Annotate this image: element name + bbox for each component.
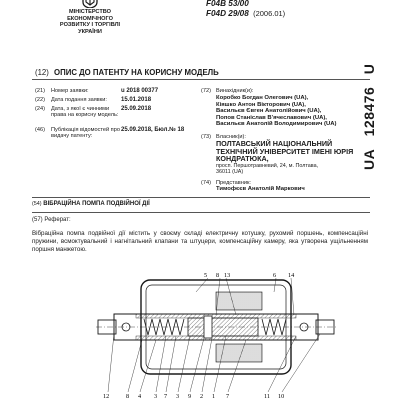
ref-numeral: 4 xyxy=(138,393,142,400)
inventor-name: Коробко Богдан Олегович (UA), xyxy=(216,95,309,101)
field-label: Дата подання заявки: xyxy=(51,97,107,103)
title-divider xyxy=(32,79,370,80)
ipc-code: F04D 29/08 xyxy=(206,8,249,18)
inventor-name: Кіяшко Антон Вікторович (UA), xyxy=(216,101,306,108)
patent-number-vertical xyxy=(361,50,379,170)
abstract-text: Вібраційна помпа подвійної дії містить у своєму складі електричну котушку, рухомий поршень, компенсаційні пружини, всмоктувальний і нагнітальний клапани та штуцери, компенсаційну камеру, яка утворена ущільненням поршня манжетою. xyxy=(32,230,368,254)
ref-numeral: 8 xyxy=(216,272,220,279)
field-label: Представник: xyxy=(216,180,251,186)
ref-numeral: 9 xyxy=(188,393,192,400)
owner-address xyxy=(216,163,318,175)
owner-name xyxy=(216,140,353,163)
issuing-authority xyxy=(36,9,144,35)
document-title xyxy=(35,68,219,77)
inid-code: (57) xyxy=(32,217,43,223)
ref-numeral: 8 xyxy=(126,393,130,400)
owner-name-line: ТЕХНІЧНИЙ УНІВЕРСИТЕТ ІМЕНІ ЮРІЯ xyxy=(216,146,354,156)
inventor-name: Васильєв Євген Анатолійович (UA), xyxy=(216,108,322,115)
ref-numeral: 13 xyxy=(224,272,231,279)
ipc-class-line xyxy=(206,9,287,19)
ref-numeral: 5 xyxy=(204,272,208,279)
ref-numeral: 3 xyxy=(154,393,158,400)
pump-cross-section-drawing xyxy=(96,270,336,400)
authority-line: МІНІСТЕРСТВО xyxy=(68,9,111,15)
inid-code: (12) xyxy=(35,68,49,77)
field-value: u 2018 00377 xyxy=(121,88,159,94)
inid-code: (22) xyxy=(35,97,45,103)
abstract-label: Реферат: xyxy=(44,217,71,223)
inventor-name: Попов Станіслав В'ячеславович (UA), xyxy=(216,114,327,121)
filing-date-field xyxy=(35,97,195,105)
ref-numeral: 12 xyxy=(103,393,110,400)
representative-field xyxy=(201,180,361,194)
authority-line: УКРАЇНИ xyxy=(78,28,102,35)
ref-numeral: 11 xyxy=(264,393,270,400)
authority-line: РОЗВИТКУ І ТОРГІВЛІ xyxy=(59,22,121,29)
field-label: Номер заявки: xyxy=(51,88,89,94)
rights-date-field xyxy=(35,106,195,128)
document-kind: U xyxy=(361,63,377,75)
inventors-field xyxy=(201,88,361,134)
representative-name: Тимофєєв Анатолій Маркович xyxy=(216,186,305,192)
coil-lower xyxy=(216,344,262,362)
biblio-divider xyxy=(32,197,370,198)
owner-name-line: КОНДРАТЮКА, xyxy=(216,154,269,164)
ref-numeral: 1 xyxy=(212,393,216,400)
ipc-code: F04B 53/00 xyxy=(206,0,249,8)
inid-code: (74) xyxy=(201,180,211,186)
ipc-version: (2006.01) xyxy=(253,8,286,18)
inventor-list xyxy=(216,95,336,128)
ref-numeral: 7 xyxy=(164,393,168,400)
ref-numeral: 2 xyxy=(200,393,204,400)
field-value: 15.01.2018 xyxy=(121,97,152,103)
application-number-field xyxy=(35,88,195,96)
authority-line: ЕКОНОМІЧНОГО xyxy=(67,15,113,22)
inid-code: (73) xyxy=(201,134,211,140)
utility-model-title-text: ВІБРАЦІЙНА ПОМПА ПОДВІЙНОЇ ДІЇ xyxy=(43,201,150,207)
ipc-classification xyxy=(206,0,287,18)
ref-numeral: 6 xyxy=(273,272,277,279)
publication-field xyxy=(35,127,195,143)
title-section-divider xyxy=(32,212,370,213)
field-label: Власник(и): xyxy=(216,134,246,140)
inid-code: (46) xyxy=(35,127,45,133)
utility-model-title xyxy=(32,201,150,207)
owner-address-line: 36011 (UA) xyxy=(216,169,244,176)
piston-cuff xyxy=(204,316,212,338)
field-value: 25.09.2018, Бюл.№ 18 xyxy=(121,127,185,133)
owner-address-line: просп. Першотравневий, 24, м. Полтава, xyxy=(216,163,319,169)
abstract-heading xyxy=(32,217,71,223)
ukraine-trident-emblem xyxy=(81,0,99,8)
ipc-class-line xyxy=(206,0,287,9)
field-value: 25.09.2018 xyxy=(121,106,152,112)
inid-code: (72) xyxy=(201,88,211,94)
cylinder-wall-bottom xyxy=(136,336,296,340)
inid-code: (21) xyxy=(35,88,45,94)
owner-name-line: ПОЛТАВСЬКИЙ НАЦІОНАЛЬНИЙ xyxy=(216,139,333,148)
field-label: Дата, з якої є чинними права на корисну модель: xyxy=(51,106,119,119)
document-title-text: ОПИС ДО ПАТЕНТУ НА КОРИСНУ МОДЕЛЬ xyxy=(54,68,219,77)
patent-number: 128476 xyxy=(361,86,377,137)
piston xyxy=(188,318,258,336)
field-label: Винахідник(и): xyxy=(216,88,254,94)
coil-upper xyxy=(216,292,262,310)
inid-code: (24) xyxy=(35,106,45,112)
country-code: UA xyxy=(361,148,377,170)
field-label: Публікація відомостей про видачу патенту: xyxy=(51,127,120,140)
ref-numeral: 3 xyxy=(176,393,180,400)
owner-field xyxy=(201,134,366,180)
bottom-leader-lines xyxy=(108,334,320,392)
ref-numeral: 14 xyxy=(288,272,295,279)
ref-numeral: 10 xyxy=(278,393,285,400)
inventor-name: Васильєв Анатолій Володимирович (UA) xyxy=(216,121,337,128)
ref-numeral: 7 xyxy=(226,393,230,400)
inid-code: (54) xyxy=(32,201,42,207)
